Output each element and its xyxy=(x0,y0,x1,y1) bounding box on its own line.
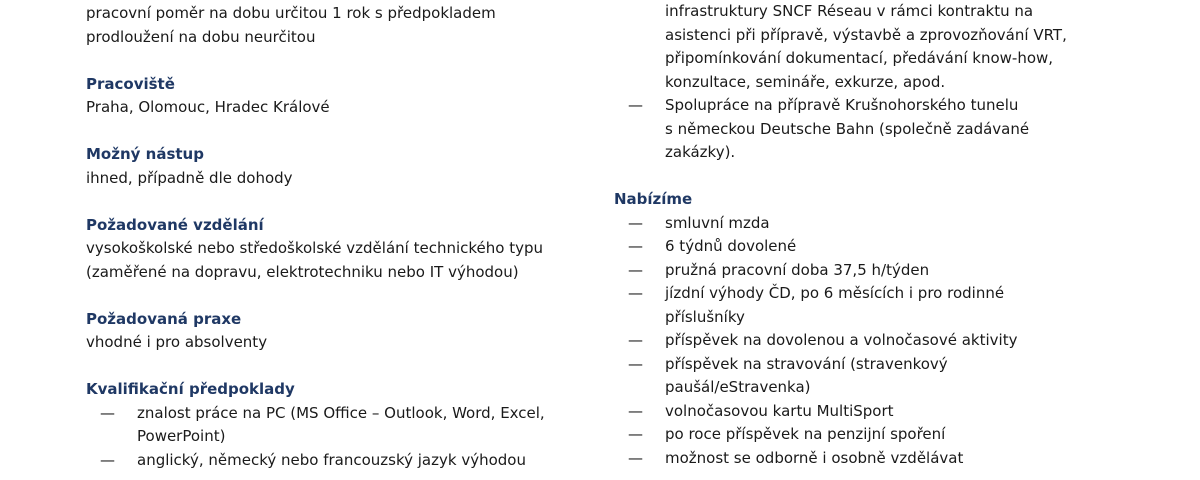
contract-line: pracovní poměr na dobu určitou 1 rok s předpokladem xyxy=(86,4,496,22)
dash-bullet: — xyxy=(628,425,643,443)
list-item: — anglický, německý nebo francouzský jazyk výhodou xyxy=(86,449,591,473)
education-line: vysokoškolské nebo středoškolské vzdělání technického typu xyxy=(86,239,543,257)
qualifications-list xyxy=(86,402,591,473)
list-item: — 6 týdnů dovolené xyxy=(614,235,1084,259)
list-item: — volnočasovou kartu MultiSport xyxy=(614,400,1084,424)
list-item: — Spolupráce na přípravě Krušnohorského tunelu s německou Deutsche Bahn (společně zadávané zakázky). xyxy=(628,96,1030,161)
workplace-heading: Pracoviště xyxy=(86,74,175,93)
list-item: — možnost se odborně i osobně vzdělávat xyxy=(614,447,1084,471)
contract-line: prodloužení na dobu neurčitou xyxy=(86,27,316,46)
experience-heading: Požadovaná praxe xyxy=(86,309,242,328)
list-item: — znalost práce na PC (MS Office – Outlook, Word, Excel, PowerPoint) xyxy=(100,403,545,445)
right-column xyxy=(614,0,1084,470)
dash-bullet: — xyxy=(628,260,643,279)
list-item: infrastruktury SNCF Réseau v rámci kontraktu na asistenci při přípravě, výstavbě a zprovozňování VRT, připomínkování dokumentací, předávání know-how, konzultace, semináře, exkurze, apod. xyxy=(665,2,1067,91)
dash-bullet: — xyxy=(628,448,643,467)
contract-text xyxy=(86,2,591,49)
education-line: (zaměřené na dopravu, elektrotechniku nebo IT výhodou) xyxy=(86,262,519,281)
list-item: — příspěvek na dovolenou a volnočasové aktivity xyxy=(614,329,1084,353)
workplace-text: Praha, Olomouc, Hradec Králové xyxy=(86,98,330,116)
dash-bullet: — xyxy=(628,284,643,302)
list-item: — jízdní výhody ČD, po 6 měsících i pro rodinné příslušníky xyxy=(628,284,1005,326)
list-item: — pružná pracovní doba 37,5 h/týden xyxy=(614,259,1084,283)
list-item: — smluvní mzda xyxy=(614,212,1084,236)
experience-text: vhodné i pro absolventy xyxy=(86,333,268,351)
dash-bullet: — xyxy=(100,450,115,469)
start-heading: Možný nástup xyxy=(86,145,204,163)
start-text: ihned, případně dle dohody xyxy=(86,168,293,187)
offer-heading: Nabízíme xyxy=(614,190,693,208)
dash-bullet: — xyxy=(628,96,643,114)
list-item: — příspěvek na stravování (stravenkový paušál/eStravenka) xyxy=(628,354,948,396)
offer-list xyxy=(614,212,1084,471)
dash-bullet: — xyxy=(100,403,115,422)
dash-bullet: — xyxy=(628,237,643,255)
left-column xyxy=(86,2,591,472)
cooperation-list xyxy=(614,0,1084,165)
list-item: — po roce příspěvek na penzijní spoření xyxy=(614,423,1084,447)
dash-bullet: — xyxy=(628,401,643,420)
dash-bullet: — xyxy=(628,213,643,232)
dash-bullet: — xyxy=(628,354,643,373)
education-text xyxy=(86,237,591,284)
education-heading: Požadované vzdělání xyxy=(86,215,264,234)
dash-bullet: — xyxy=(628,331,643,349)
qualifications-heading: Kvalifikační předpoklady xyxy=(86,380,295,398)
